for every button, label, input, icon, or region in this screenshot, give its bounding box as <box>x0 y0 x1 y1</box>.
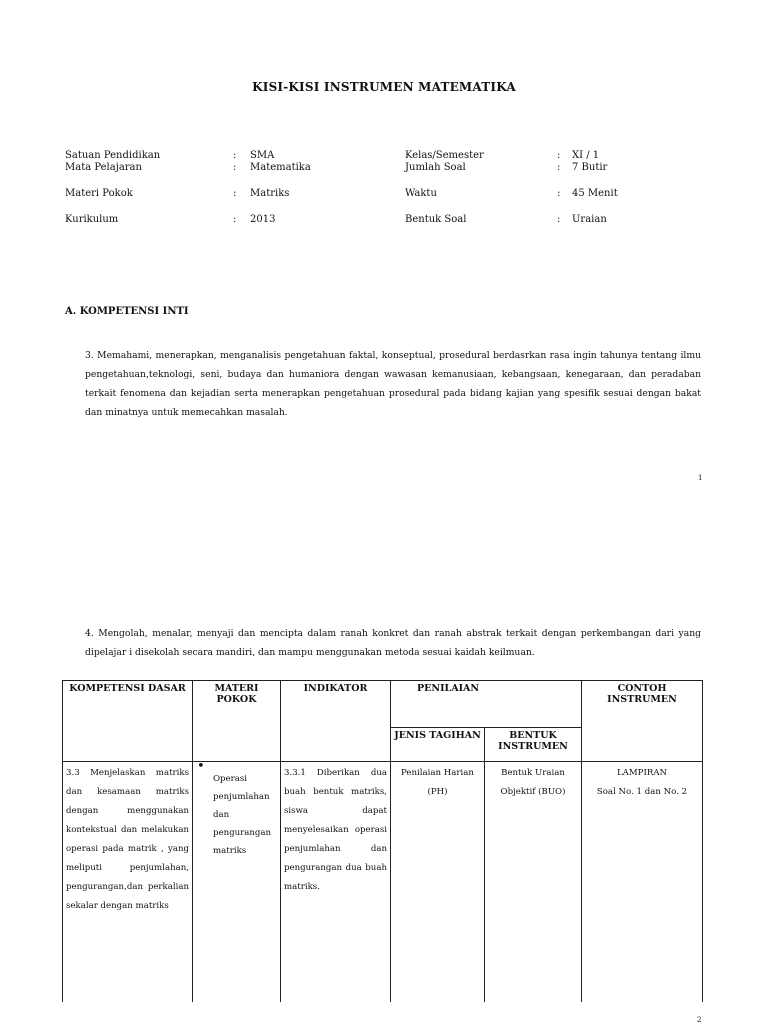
info-colon: : <box>557 214 561 225</box>
info-kelas-label: Kelas/Semester <box>405 150 484 161</box>
cell-kompetensi-dasar: 3.3 Menjelaskan matriks dan kesamaan matriks dengan menggunakan kontekstual dan melakukan operasi pada matrik , yang meliputi penjumlahan, pengurangan,dan perkalian sekalar dengan matriks <box>63 762 193 1003</box>
info-materi-value: Matriks <box>250 188 290 199</box>
info-colon: : <box>557 188 561 199</box>
info-kurikulum-value: 2013 <box>250 214 276 225</box>
header-contoh-instrumen: CONTOH INSTRUMEN <box>582 681 703 762</box>
header-penilaian: PENILAIAN <box>391 681 582 728</box>
info-colon: : <box>233 214 237 225</box>
materi-text: Operasi penjumlahan dan pengurangan matriks <box>213 774 272 856</box>
header-materi-pokok: MATERI POKOK <box>193 681 281 762</box>
header-kompetensi-dasar: KOMPETENSI DASAR <box>63 681 193 762</box>
info-waktu-value: 45 Menit <box>572 188 618 199</box>
cell-indikator: 3.3.1 Diberikan dua buah bentuk matriks, siswa dapat menyelesaikan operasi penjumlahan dan pengurangan dua buah matriks. <box>281 762 391 1003</box>
info-kurikulum-label: Kurikulum <box>65 214 119 225</box>
cell-contoh-instrumen <box>582 762 703 1003</box>
info-colon: : <box>233 162 237 173</box>
info-colon: : <box>557 162 561 173</box>
contoh-lampiran: LAMPIRAN <box>616 768 668 778</box>
info-jumlah-value: 7 Butir <box>572 162 608 173</box>
kisi-kisi-table <box>62 680 703 1002</box>
contoh-soal: Soal No. 1 dan No. 2 <box>596 787 688 797</box>
cell-bentuk-instrumen: Bentuk Uraian Objektif (BUO) <box>485 762 582 1003</box>
section-heading-kompetensi-inti: A. KOMPETENSI INTI <box>65 306 189 317</box>
cell-materi-pokok <box>193 759 281 1003</box>
table-header-row <box>63 681 703 728</box>
info-colon: : <box>233 150 237 161</box>
page-number: 2 <box>697 1016 702 1024</box>
header-indikator: INDIKATOR <box>281 681 391 762</box>
info-waktu-label: Waktu <box>405 188 437 199</box>
info-mapel-value: Matematika <box>250 162 311 173</box>
header-bentuk-instrumen: BENTUK INSTRUMEN <box>485 727 582 761</box>
header-jenis-tagihan: JENIS TAGIHAN <box>391 727 485 761</box>
ki4-paragraph: 4. Mengolah, menalar, menyaji dan mencipta dalam ranah konkret dan ranah abstrak terkait dengan perkembangan dari yang dipelajar i disekolah secara mandiri, dan mampu menggunakan metoda sesuai kaidah keilmuan. <box>85 628 701 658</box>
info-materi-label: Materi Pokok <box>65 188 133 199</box>
document-title: KISI-KISI INSTRUMEN MATEMATIKA <box>252 80 516 94</box>
info-bentuk-value: Uraian <box>572 214 607 225</box>
info-colon: : <box>557 150 561 161</box>
info-kelas-value: XI / 1 <box>572 150 600 161</box>
info-satuan-label: Satuan Pendidikan <box>65 150 161 161</box>
bullet-icon: • <box>197 759 205 774</box>
info-colon: : <box>233 188 237 199</box>
page-number: 1 <box>698 474 703 482</box>
info-satuan-value: SMA <box>250 150 275 161</box>
info-bentuk-label: Bentuk Soal <box>405 214 467 225</box>
cell-jenis-tagihan: Penilaian Harian (PH) <box>391 762 485 1003</box>
info-mapel-label: Mata Pelajaran <box>65 162 142 173</box>
ki3-paragraph: 3. Memahami, menerapkan, menganalisis pengetahuan faktal, konseptual, prosedural berdasrkan rasa ingin tahunya tentang ilmu pengetahuan,teknologi, seni, budaya dan humaniora dengan wawasan kemanusiaan, kebangsaan, kenegaraan, dan peradaban terkait fenomena dan kejadian serta menerapkan pengetahuan prosedural pada bidang kajian yang spesifik sesuai dengan bakat dan minatnya untuk memecahkan masalah. <box>85 350 701 418</box>
info-jumlah-label: Jumlah Soal <box>405 162 466 173</box>
table-row <box>63 762 703 1003</box>
